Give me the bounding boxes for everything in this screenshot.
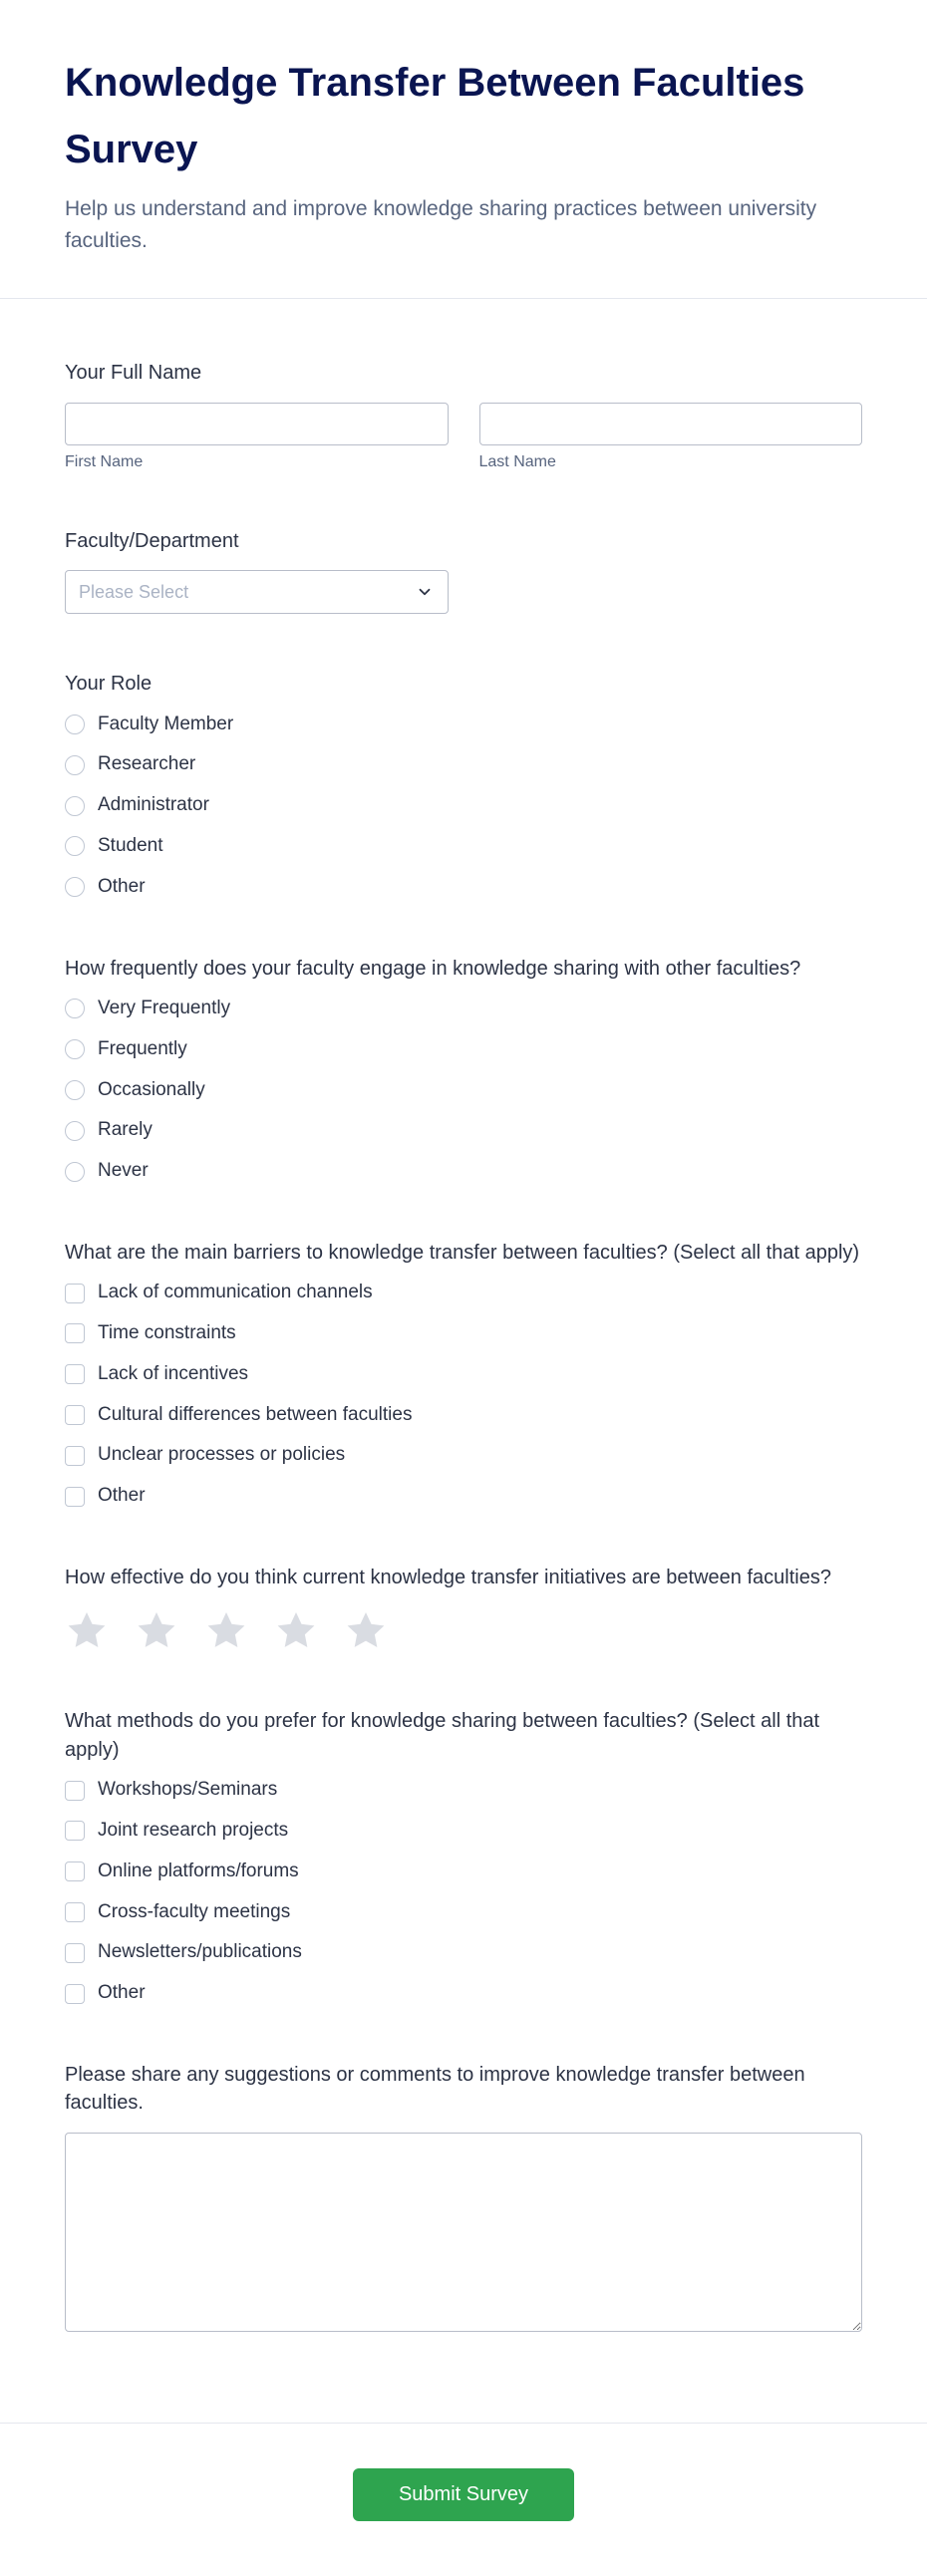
option-label: Researcher (98, 753, 196, 775)
methods-option-cross-faculty-meetings[interactable] (65, 1901, 290, 1924)
option-label: Online platforms/forums (98, 1860, 299, 1881)
form-title: Knowledge Transfer Between Faculties Survey (65, 61, 805, 172)
question-role (65, 670, 862, 898)
methods-option-newsletters[interactable] (65, 1941, 302, 1964)
last-name-input[interactable] (479, 403, 863, 445)
frequency-option-occasionally[interactable] (65, 1079, 205, 1102)
question-comments (65, 2061, 862, 2337)
role-label: Your Role (65, 673, 153, 696)
first-name-sublabel: First Name (65, 452, 144, 470)
checkbox-icon[interactable] (65, 1781, 85, 1801)
last-name-sublabel: Last Name (478, 452, 556, 470)
radio-icon[interactable] (65, 877, 85, 897)
checkbox-icon[interactable] (65, 1902, 85, 1922)
methods-option-joint-research[interactable] (65, 1820, 288, 1843)
option-label: Joint research projects (98, 1820, 289, 1842)
option-label: Cultural differences between faculties (98, 1403, 413, 1425)
form-header (0, 0, 927, 299)
question-faculty (65, 527, 862, 614)
radio-icon[interactable] (65, 1121, 85, 1141)
role-option-researcher[interactable] (65, 753, 195, 776)
radio-icon[interactable] (65, 796, 85, 816)
last-name-column (479, 403, 863, 471)
methods-option-workshops[interactable] (65, 1779, 277, 1802)
comments-label: Please share any suggestions or comments to improve knowledge transfer between faculties. (65, 2064, 805, 2115)
barriers-option-other[interactable] (65, 1485, 146, 1508)
option-label: Faculty Member (98, 713, 234, 734)
barriers-option-communication-channels[interactable] (65, 1282, 373, 1304)
submit-button[interactable]: Submit Survey (353, 2468, 574, 2521)
option-label: Frequently (98, 1037, 187, 1059)
methods-option-online-platforms[interactable] (65, 1860, 299, 1883)
checkbox-icon[interactable] (65, 1487, 85, 1507)
option-label: Other (98, 1485, 146, 1507)
radio-icon[interactable] (65, 1039, 85, 1059)
chevron-down-icon (416, 583, 434, 601)
frequency-option-frequently[interactable] (65, 1038, 187, 1061)
barriers-label: What are the main barriers to knowledge transfer between faculties? (Select all that apply) (65, 1241, 860, 1264)
option-label: Occasionally (98, 1078, 205, 1100)
checkbox-icon[interactable] (65, 1405, 85, 1425)
barriers-option-lack-of-incentives[interactable] (65, 1363, 248, 1386)
comments-textarea[interactable] (65, 2133, 862, 2332)
radio-icon[interactable] (65, 755, 85, 775)
checkbox-icon[interactable] (65, 1943, 85, 1963)
first-name-input[interactable] (65, 403, 449, 445)
faculty-label: Faculty/Department (65, 529, 239, 552)
star-icon[interactable] (344, 1609, 388, 1651)
question-methods (65, 1707, 862, 2005)
star-rating (65, 1609, 862, 1651)
question-effectiveness (65, 1564, 862, 1651)
role-option-other[interactable] (65, 876, 146, 899)
checkbox-icon[interactable] (65, 1323, 85, 1343)
radio-icon[interactable] (65, 1162, 85, 1182)
radio-icon[interactable] (65, 1080, 85, 1100)
form-body (0, 299, 927, 2422)
barriers-option-unclear-processes[interactable] (65, 1444, 345, 1467)
full-name-row (65, 403, 862, 471)
star-icon[interactable] (204, 1609, 248, 1651)
radio-icon[interactable] (65, 715, 85, 734)
question-frequency (65, 955, 862, 1183)
option-label: Student (98, 834, 163, 856)
star-icon[interactable] (135, 1609, 178, 1651)
option-label: Rarely (98, 1119, 153, 1141)
radio-icon[interactable] (65, 999, 85, 1018)
effectiveness-label: How effective do you think current knowledge transfer initiatives are between faculties? (65, 1567, 831, 1589)
role-option-faculty-member[interactable] (65, 714, 233, 736)
barriers-option-cultural-differences[interactable] (65, 1404, 412, 1427)
frequency-label: How frequently does your faculty engage in knowledge sharing with other faculties? (65, 957, 801, 980)
form-subtitle: Help us understand and improve knowledge sharing practices between university faculties. (65, 197, 817, 252)
star-icon[interactable] (65, 1609, 109, 1651)
option-label: Never (98, 1160, 149, 1182)
checkbox-icon[interactable] (65, 1861, 85, 1881)
option-label: Administrator (98, 794, 209, 816)
barriers-option-time-constraints[interactable] (65, 1322, 236, 1345)
frequency-option-never[interactable] (65, 1160, 149, 1183)
option-label: Newsletters/publications (98, 1941, 302, 1963)
radio-icon[interactable] (65, 836, 85, 856)
full-name-label: Your Full Name (65, 362, 202, 385)
checkbox-icon[interactable] (65, 1446, 85, 1466)
submit-section (0, 2423, 927, 2576)
first-name-column (65, 403, 449, 471)
frequency-option-very-frequently[interactable] (65, 998, 230, 1020)
option-label: Very Frequently (98, 997, 231, 1018)
option-label: Other (98, 1982, 146, 2004)
checkbox-icon[interactable] (65, 1984, 85, 2004)
frequency-option-rarely[interactable] (65, 1119, 153, 1142)
role-option-administrator[interactable] (65, 794, 209, 817)
option-label: Lack of incentives (98, 1362, 249, 1384)
option-label: Workshops/Seminars (98, 1779, 278, 1801)
checkbox-icon[interactable] (65, 1284, 85, 1303)
question-full-name (65, 359, 862, 470)
checkbox-icon[interactable] (65, 1821, 85, 1841)
role-option-student[interactable] (65, 835, 163, 858)
faculty-select[interactable] (65, 570, 449, 614)
option-label: Lack of communication channels (98, 1282, 373, 1303)
question-barriers (65, 1239, 862, 1508)
star-icon[interactable] (274, 1609, 318, 1651)
option-label: Cross-faculty meetings (98, 1900, 291, 1922)
option-label: Other (98, 875, 146, 897)
checkbox-icon[interactable] (65, 1364, 85, 1384)
faculty-select-placeholder: Please Select (79, 581, 189, 602)
option-label: Unclear processes or policies (98, 1444, 346, 1466)
option-label: Time constraints (98, 1322, 236, 1344)
methods-label: What methods do you prefer for knowledge sharing between faculties? (Select all that apply) (65, 1710, 820, 1761)
methods-option-other[interactable] (65, 1982, 146, 2005)
